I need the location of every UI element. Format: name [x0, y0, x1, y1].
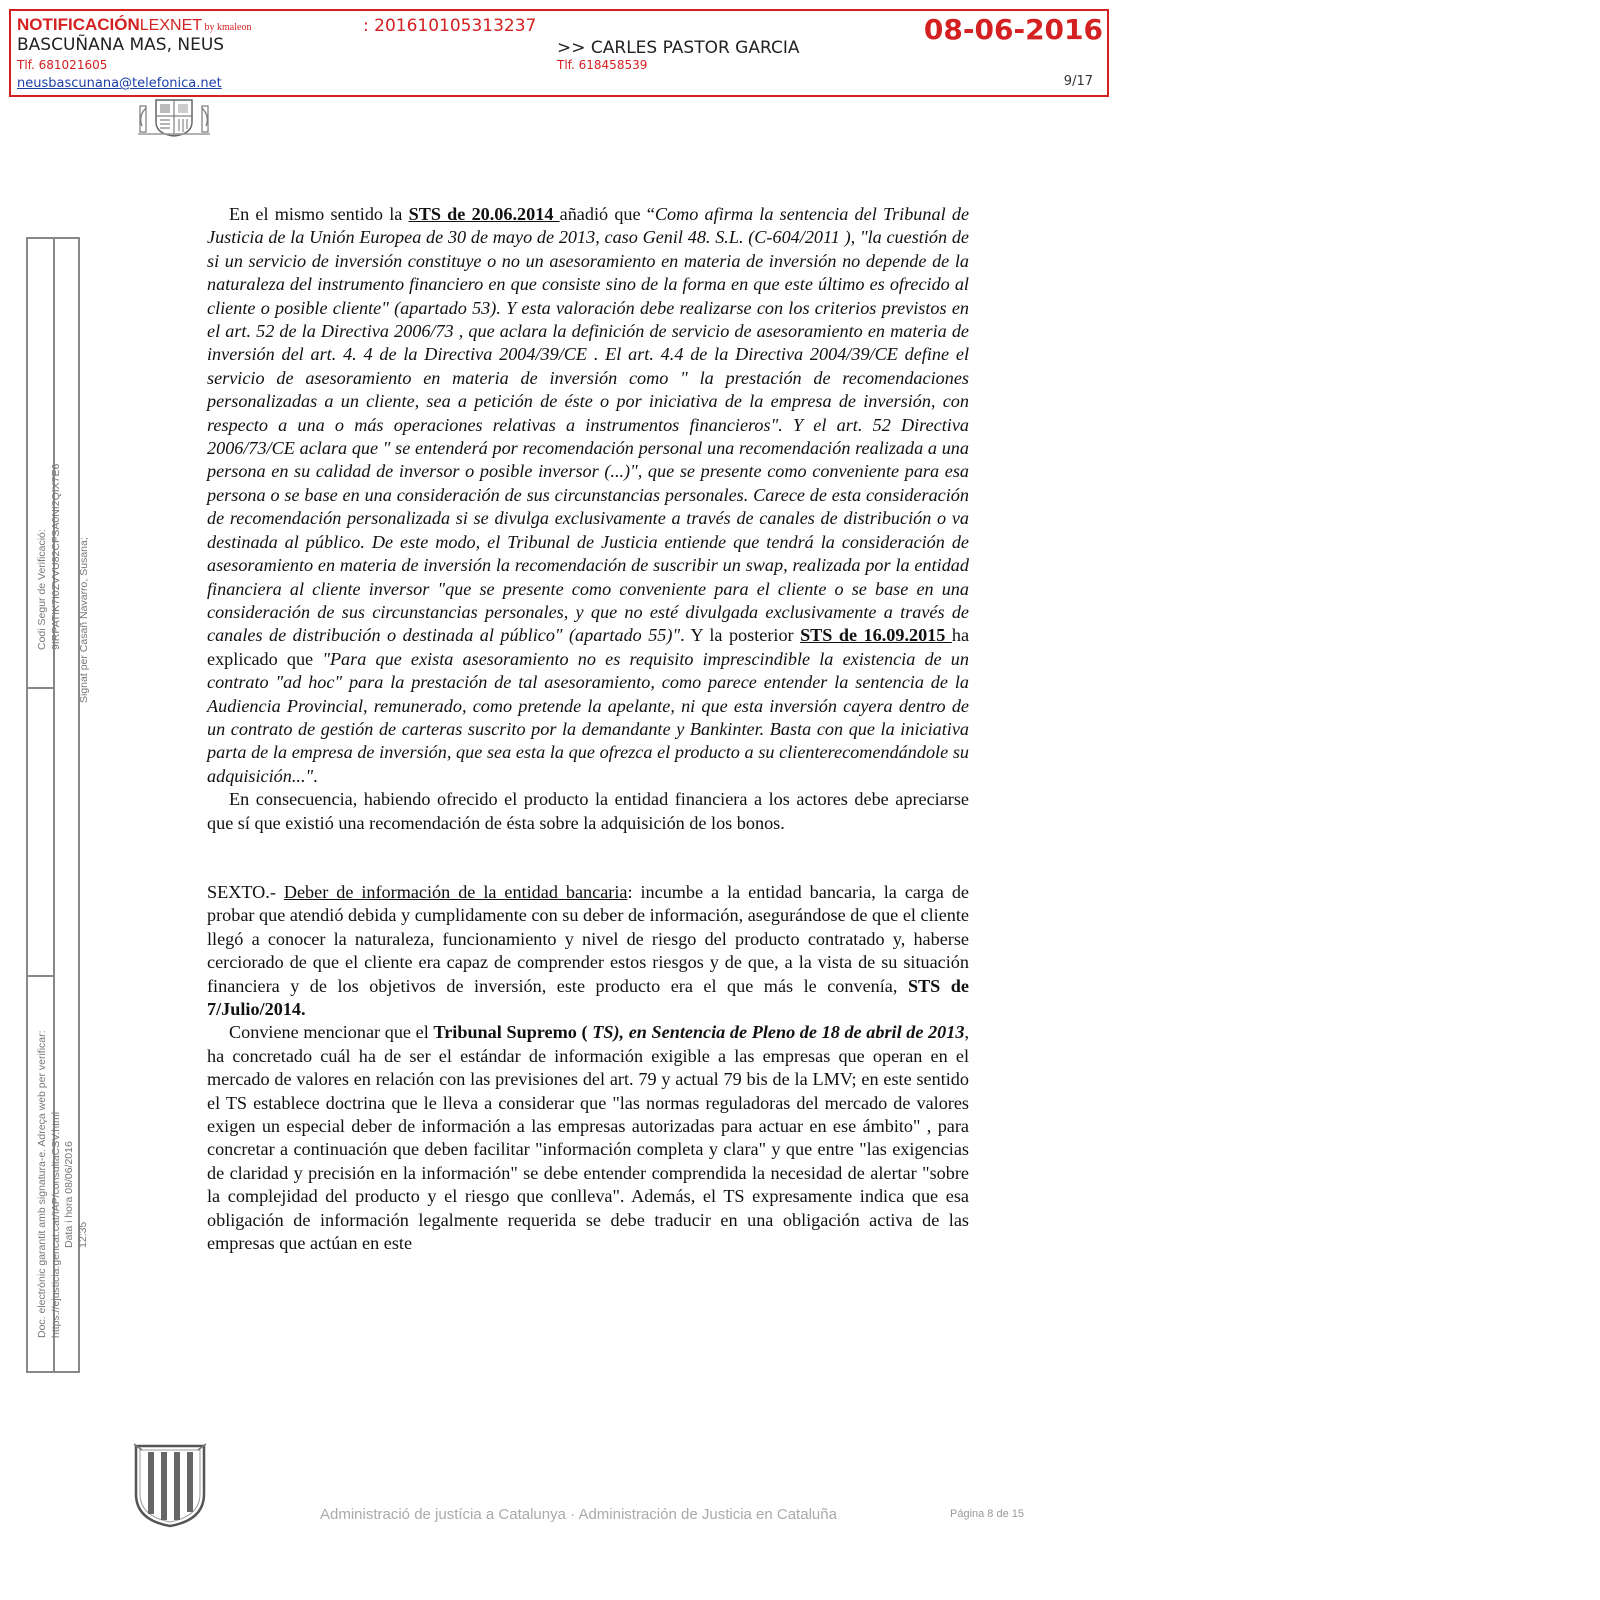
- text: ha explicado que: [207, 625, 970, 669]
- text: : incumbe a la entidad bancaria, la carga de probar que atendió debida y cumplidamente con su deber de información, asegurándose de que el cliente llegó a conocer la naturaleza, funcionamiento y nivel de riesgo del producto contratado y, haberse cerciorado de que el cliente era capaz de comprender estos riesgos y de que, a la vista de su situación financiera y de los objetivos de inversión, este producto era el que más le convenía,: [207, 881, 969, 996]
- sender-phone: Tlf. 681021605: [17, 58, 108, 72]
- text: . Y la posterior: [680, 625, 801, 646]
- verify-code: 9IRPATIK7I0ZVVU82CFSA0NI2QIX7E6: [50, 463, 62, 650]
- sender-name: BASCUÑANA MAS, NEUS: [17, 35, 225, 55]
- brand-notification: NOTIFICACIÓN: [17, 15, 140, 34]
- sender-email-link[interactable]: neusbascunana@telefonica.net: [17, 76, 222, 91]
- paragraph-tribunal-supremo: [207, 1021, 969, 1255]
- citation-sts-2014: STS de 20.06.2014: [408, 204, 560, 224]
- footer-page-number: Página 8 de 15: [950, 1508, 1025, 1520]
- recipient-name: >> CARLES PASTOR GARCIA: [557, 38, 800, 58]
- brand-by: by kmaleon: [202, 22, 252, 33]
- notification-date: 08-06-2016: [923, 13, 1103, 46]
- paragraph-conclusion: En consecuencia, habiendo ofrecido el producto la entidad financiera a los actores debe apreciarse que sí que existió una recomendación de ésta sobre la adquisición de los bonos.: [207, 789, 969, 833]
- citation-pleno-2013: TS), en Sentencia de Pleno de 18 de abril de 2013: [592, 1022, 965, 1043]
- verify-code-label: Codi Segur de Verificació:: [36, 529, 48, 650]
- citation-sts-2014-julio: STS de 7/Julio/2014.: [207, 975, 969, 1019]
- strip-divider: [28, 975, 53, 977]
- doc-guarantee: Doc. electrònic garantit amb signatura-e. Adreça web per verificar:: [36, 1030, 48, 1338]
- signed-by: Signat per Casañ Navarro, Susana;: [78, 537, 90, 703]
- section-heading: SEXTO.-: [207, 881, 284, 902]
- spacer: [207, 835, 969, 881]
- section-title: Deber de información de la entidad bancaria: [283, 881, 628, 902]
- text: , ha concretado cuál ha de ser el estándar de información exigible a las empresas que operan en el mercado de valores en relación con las previsiones del art. 79 y actual 79 bis de la LMV; en este sentido el TS establece doctrina que le lleva a considerar que "las normas reguladoras del mercado de valores exigen un especial deber de información a las empresas autorizadas para actuar en ese ámbito" , para concretar a continuación que deben facilitar "información completa y clara" y que entre "las exigencias de claridad y precisión en la información" se debe entender comprendida la necesidad de alertar "sobre la complejidad del producto y el riesgo que conlleva". Además, el TS expresamente indica que esa obligación de información legalmente requerida se debe traducir en una obligación activa de las empresas que actúan en este: [207, 1022, 969, 1254]
- text: .: [313, 765, 318, 786]
- signature-time: 12:35: [77, 1221, 89, 1248]
- recipient-phone: Tlf. 618458539: [557, 58, 648, 72]
- text: añadió que “: [559, 204, 655, 224]
- text: Conviene mencionar que el: [229, 1022, 434, 1043]
- document-body: [207, 203, 969, 1255]
- citation-sts-2015: STS de 16.09.2015: [800, 625, 952, 646]
- coat-of-arms-top-icon: [134, 96, 214, 138]
- quotation: Como afirma la sentencia del Tribunal de Justicia de la Unión Europea de 30 de mayo de 2013, caso Genil 48. S.L. (C-604/2011 ), "la cuestión de si un servicio de inversión constituye o no un asesoramiento en materia de inversión no depende de la naturaleza del instrumento financiero en que consiste sino de la forma en que este último es ofrecido al cliente o posible cliente" (apartado 53). Y esta valoración debe realizarse con los criterios previstos en el art. 52 de la Directiva 2006/73 , que aclara la definición de servicio de asesoramiento en materia de inversión del art. 4. 4 de la Directiva 2004/39/CE . El art. 4.4 de la Directiva 2004/39/CE define el servicio de asesoramiento en materia de inversión como " la prestación de recomendaciones personalizadas a un cliente, sea a petición de éste o por iniciativa de la empresa de inversión, con respecto a una o más operaciones relativas a instrumentos financieros". Y el art. 52 Directiva 2006/73/CE aclara que " se entenderá por recomendación personal una recomendación realizada a una persona en su calidad de inversor o posible inversor (...)", que se presente como conveniente para esa persona o se base en una consideración de sus circunstancias personales. Carece de esta consideración de recomendación personalizada si se divulga exclusivamente a través de canales de distribución o va destinada al público. De este modo, el Tribunal de Justicia entiende que tendrá la consideración de asesoramiento en materia de inversión la recomendación de suscribir un swap, realizada por la entidad financiera al cliente inversor "que se presente como conveniente para el cliente o se base en una consideración de sus circunstancias personales, y que no esté divulgada exclusivamente a través de canales de distribución o destinada al público" (apartado 55)": [207, 204, 970, 646]
- court-name: Tribunal Supremo (: [433, 1022, 593, 1043]
- footer-administration: Administració de justícia a Catalunya · Administración de Justicia en Cataluña: [320, 1506, 837, 1523]
- notification-number: : 201610105313237: [363, 16, 537, 36]
- catalonia-coat-of-arms-icon: [132, 1440, 208, 1528]
- verify-url-link[interactable]: https://ejusticia.gencat.cat/IAP/consultaCSV.html: [50, 1111, 62, 1338]
- paragraph-sexto: [207, 881, 969, 1021]
- text: En el mismo sentido la: [229, 204, 409, 224]
- brand-lexnet: LEXNET: [139, 17, 203, 34]
- paragraph-sts-2014: [207, 203, 969, 788]
- strip-divider: [28, 687, 53, 689]
- date-time-label: Data i hora 08/06/2016: [63, 1141, 75, 1248]
- notification-page-count: 9/17: [1063, 74, 1093, 89]
- quotation: "Para que exista asesoramiento no es requisito imprescindible la existencia de un contrato "ad hoc" para la prestación de tal asesoramiento, como parece entender la sentencia de la Audiencia Provincial, remunerado, como pretende la apelante, ni que esta inversión cayera dentro de un contrato de gestión de carteras suscrito por la demandante y Bankinter. Basta con que la iniciativa parta de la empresa de inversión, que sea esta la que ofrezca el producto a su clienterecomendándole su adquisición...": [207, 648, 969, 786]
- notification-header: [9, 9, 1109, 97]
